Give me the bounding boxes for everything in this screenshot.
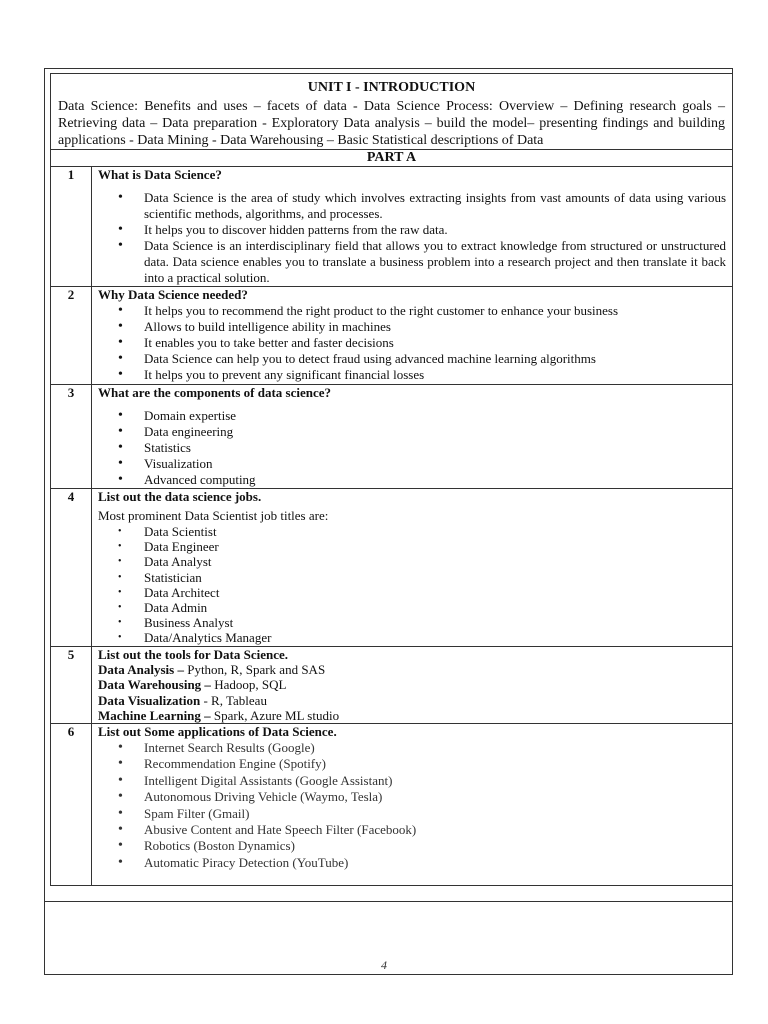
list-item: • Spam Filter (Gmail): [144, 806, 726, 822]
question-cell: [92, 724, 733, 886]
list-item: • Data Scientist: [144, 524, 726, 539]
question-row: [51, 167, 733, 287]
question-text: List out Some applications of Data Science.: [98, 724, 337, 740]
list-item: • Business Analyst: [144, 615, 726, 630]
list-item: • Data Science can help you to detect fraud using advanced machine learning algorithms: [144, 351, 726, 367]
question-text: Why Data Science needed?: [98, 287, 248, 302]
question-row: [51, 287, 733, 385]
list-item: • Domain expertise: [144, 408, 726, 424]
answer-list: [98, 524, 726, 646]
list-item: • Data Admin: [144, 600, 726, 615]
list-item: • Automatic Piracy Detection (YouTube): [144, 855, 726, 871]
question-number: 4: [51, 489, 92, 647]
list-item: • Data Engineer: [144, 539, 726, 554]
unit-syllabus: Data Science: Benefits and uses – facets of data - Data Science Process: Overview – Defining research goals – Retrieving data – Data preparation - Exploratory Data analysis – build the model– presenting findings and building applications - Data Mining - Data Warehousing – Basic Statistical descriptions of Data: [58, 99, 725, 148]
unit-header-cell: [51, 74, 733, 150]
list-item: • Data/Analytics Manager: [144, 630, 726, 645]
list-item: • Data Analyst: [144, 554, 726, 569]
tool-line: Data Visualization - R, Tableau: [98, 692, 267, 708]
question-cell: [92, 287, 733, 385]
list-item: • Internet Search Results (Google): [144, 740, 726, 756]
list-item: • It enables you to take better and faster decisions: [144, 335, 726, 351]
list-item: • Robotics (Boston Dynamics): [144, 838, 726, 854]
list-item: • Visualization: [144, 456, 726, 472]
answer-list: [98, 303, 726, 383]
question-text: List out the data science jobs.: [98, 489, 262, 504]
list-item: • Abusive Content and Hate Speech Filter (Facebook): [144, 822, 726, 838]
question-number: 3: [51, 385, 92, 489]
question-row: [51, 385, 733, 489]
question-row: [51, 647, 733, 724]
tool-line: Machine Learning – Spark, Azure ML studio: [98, 707, 340, 723]
list-item: • Statistics: [144, 440, 726, 456]
unit-title: UNIT I - INTRODUCTION: [307, 80, 476, 95]
list-item: • Data Architect: [144, 585, 726, 600]
list-item: • Data Science is the area of study which involves extracting insights from vast amounts of data using various scientific methods, algorithms, and processes.: [144, 190, 726, 222]
list-item: • Data Science is an interdisciplinary field that allows you to extract knowledge from structured or unstructured data. Data science enables you to translate a business problem into a research project and then translate it back into a practical solution.: [144, 238, 726, 286]
question-number: 2: [51, 287, 92, 385]
question-text: List out the tools for Data Science.: [98, 647, 289, 662]
list-item: • It helps you to prevent any significant financial losses: [144, 367, 726, 383]
question-cell: [92, 647, 733, 724]
question-table: [50, 73, 733, 886]
list-item: • Statistician: [144, 570, 726, 585]
list-item: • Intelligent Digital Assistants (Google Assistant): [144, 773, 726, 789]
question-cell: [92, 489, 733, 647]
question-cell: [92, 167, 733, 287]
question-text: What is Data Science?: [98, 167, 222, 182]
list-item: • It helps you to recommend the right product to the right customer to enhance your business: [144, 303, 726, 319]
question-text: What are the components of data science?: [98, 385, 332, 400]
question-row: [51, 724, 733, 886]
list-item: • Advanced computing: [144, 472, 726, 488]
part-label: PART A: [51, 150, 733, 167]
answer-intro: Most prominent Data Scientist job titles are:: [98, 508, 329, 523]
page-number: 4: [381, 958, 387, 972]
tool-line: Data Warehousing – Hadoop, SQL: [98, 677, 287, 693]
question-number: 5: [51, 647, 92, 724]
list-item: • Data engineering: [144, 424, 726, 440]
part-row: [51, 150, 733, 167]
question-row: [51, 489, 733, 647]
list-item: • Autonomous Driving Vehicle (Waymo, Tesla): [144, 789, 726, 805]
list-item: • Allows to build intelligence ability in machines: [144, 319, 726, 335]
question-cell: [92, 385, 733, 489]
tool-line: Data Analysis – Python, R, Spark and SAS: [98, 662, 326, 678]
unit-header-row: [51, 74, 733, 150]
question-number: 6: [51, 724, 92, 886]
answer-list: [98, 408, 726, 488]
list-item: • Recommendation Engine (Spotify): [144, 756, 726, 772]
question-number: 1: [51, 167, 92, 287]
answer-list: [98, 740, 726, 871]
footer-divider: [44, 901, 733, 902]
answer-list: [98, 190, 726, 286]
list-item: • It helps you to discover hidden patterns from the raw data.: [144, 222, 726, 238]
